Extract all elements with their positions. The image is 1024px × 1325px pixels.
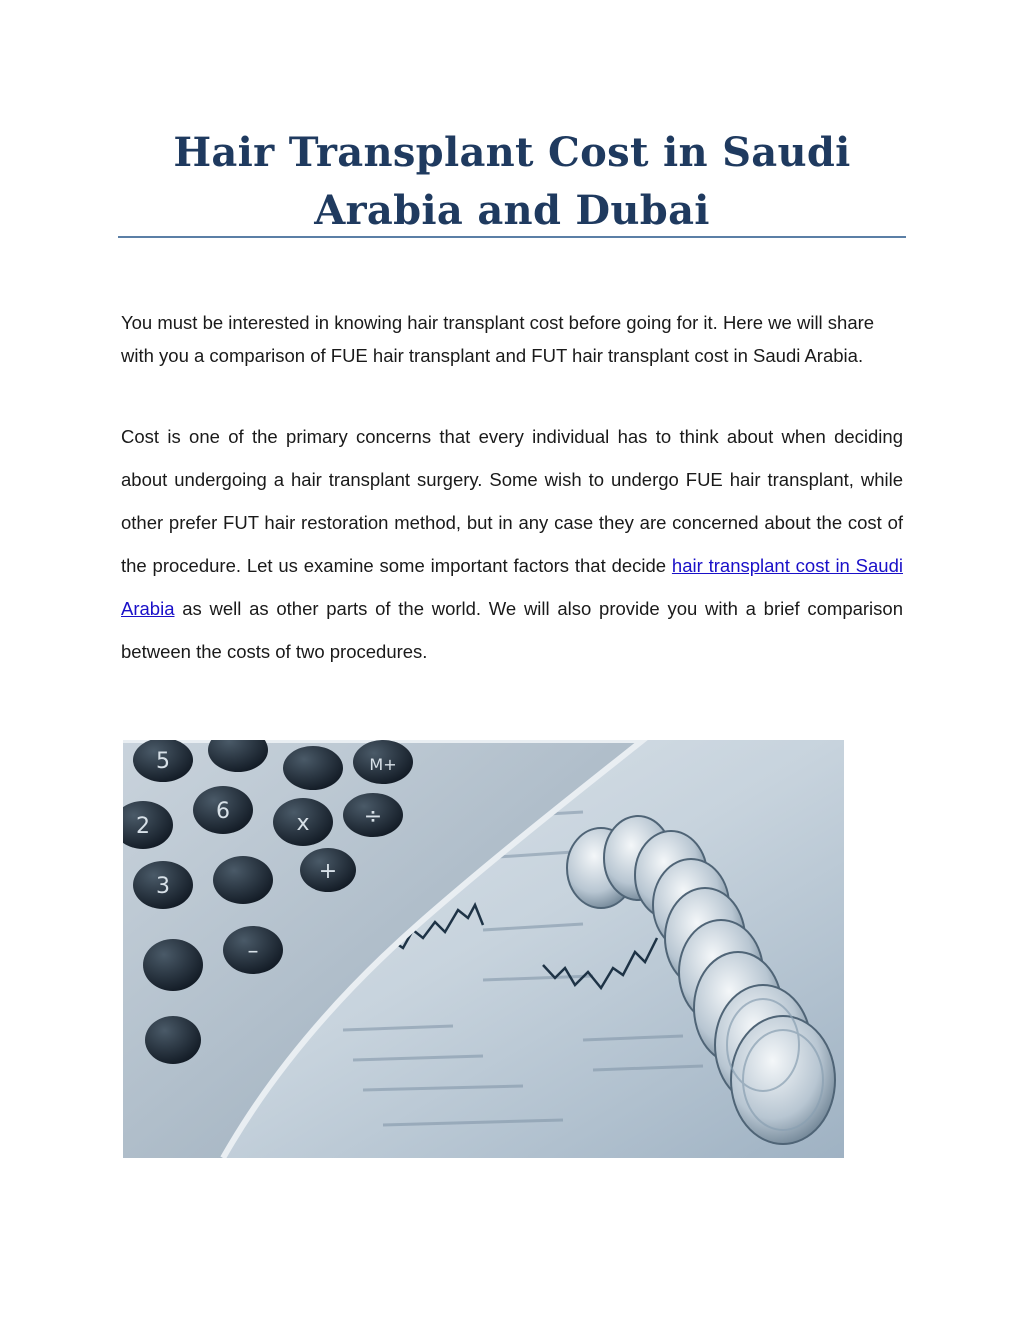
key-label: 2 [136,814,150,839]
key-label: M+ [369,755,397,774]
body-text-before-link: Cost is one of the primary concerns that every individual has to think about when deciding about undergoing a hair transplant surgery. Some wish to undergo FUE hair transplant, while other prefer FUT hair restoration method, but in any case they are concerned about the cost of the procedure. Let us examine some important factors that decide [121,426,903,576]
title-line-1: Hair Transplant Cost in Saudi [173,129,851,176]
title-divider [118,236,906,238]
key-label: 6 [216,799,230,824]
body-text-after-link: as well as other parts of the world. We will also provide you with a brief comparison between the costs of two procedures. [121,598,903,662]
intro-paragraph: You must be interested in knowing hair transplant cost before going for it. Here we will share with you a comparison of FUE hair transplant and FUT hair transplant cost in Saudi Arabia. [121,312,875,366]
key-label: 5 [156,749,170,774]
key-label: x [296,811,310,836]
body-paragraph [121,415,903,673]
finance-photo [123,740,844,1158]
title-line-2: Arabia and Dubai [314,187,710,234]
key-label: 3 [156,874,170,899]
key-label: – [247,939,259,964]
page-title [118,124,906,240]
key-label: ÷ [363,804,383,829]
cost-link[interactable]: hair transplant cost in Saudi Arabia [121,555,903,619]
key-label: + [318,859,338,884]
